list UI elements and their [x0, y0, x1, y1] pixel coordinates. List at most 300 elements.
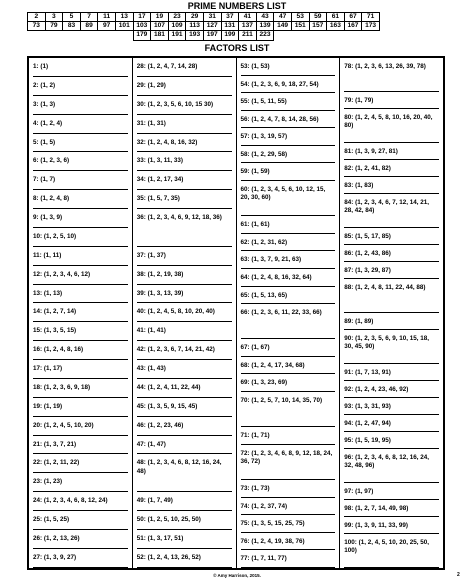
factor-entry-text: 34: (1, 2, 17, 34) — [136, 176, 184, 184]
writing-line — [33, 378, 128, 379]
writing-line — [33, 510, 128, 511]
factor-entry — [33, 512, 128, 531]
factor-entry-text: 58: (1, 2, 29, 58) — [240, 150, 288, 158]
factor-entry-text: 98: (1, 2, 7, 14, 49, 98) — [344, 505, 409, 512]
writing-line — [241, 110, 336, 111]
writing-line — [137, 321, 232, 322]
factor-entry — [241, 59, 336, 77]
factor-entry — [241, 164, 336, 182]
writing-line — [33, 151, 128, 152]
factor-entry — [241, 217, 336, 235]
factor-entry — [344, 161, 439, 178]
prime-cell: 3 — [45, 13, 63, 22]
factor-entry — [33, 248, 128, 267]
factor-entry — [137, 399, 232, 418]
factor-entry — [241, 375, 336, 393]
factor-entry-text: 29: (1, 29) — [136, 81, 166, 89]
writing-line — [137, 567, 232, 568]
factor-entry — [241, 534, 336, 552]
factor-entry — [241, 288, 336, 306]
writing-line — [137, 246, 232, 247]
factor-entry-text: 67: (1, 67) — [240, 344, 270, 352]
writing-line — [344, 312, 439, 313]
factor-entry-text: 96: (1, 2, 3, 4, 6, 8, 12, 16, 24, 32, 48, 96) — [344, 454, 429, 470]
factor-entry-text: 78: (1, 2, 3, 6, 13, 26, 39, 78) — [344, 63, 426, 70]
factor-entry-text: 56: (1, 2, 4, 7, 8, 14, 28, 56) — [240, 115, 319, 123]
factor-entry-text: 5: (1, 5) — [33, 138, 56, 146]
prime-cell: 53 — [291, 13, 309, 22]
writing-line — [33, 208, 128, 209]
writing-line — [137, 76, 232, 77]
factor-entry-text: 40: (1, 2, 4, 5, 8, 10, 20, 40) — [136, 308, 215, 316]
writing-line — [33, 491, 128, 492]
writing-line — [344, 431, 439, 432]
prime-cell — [28, 31, 46, 40]
factor-entry — [344, 331, 439, 365]
prime-cell — [344, 31, 362, 40]
factor-entry — [137, 267, 232, 286]
factor-entry — [241, 481, 336, 499]
factor-entry-text: 23: (1, 23) — [33, 478, 63, 486]
factor-entry — [137, 455, 232, 493]
writing-line — [241, 303, 336, 304]
prime-cell: 109 — [168, 22, 186, 31]
factors-list-box — [27, 56, 445, 570]
factor-entry-text: 41: (1, 41) — [136, 327, 166, 335]
writing-line — [241, 391, 336, 392]
writing-line — [33, 76, 128, 77]
factor-entry-text: 75: (1, 3, 5, 15, 25, 75) — [240, 520, 305, 528]
factor-entry — [344, 365, 439, 382]
factor-entry — [137, 191, 232, 210]
writing-line — [33, 548, 128, 549]
prime-cell: 97 — [98, 22, 116, 31]
factor-entry-text: 46: (1, 2, 23, 46) — [136, 421, 184, 429]
writing-line — [241, 567, 336, 568]
writing-line — [344, 193, 439, 194]
factor-entry-text: 51: (1, 3, 17, 51) — [136, 534, 184, 542]
prime-cell: 29 — [186, 13, 204, 22]
factor-entry — [241, 112, 336, 130]
writing-line — [137, 265, 232, 266]
writing-line — [344, 567, 439, 568]
factor-entry — [137, 437, 232, 456]
factor-entry-text: 27: (1, 3, 9, 27) — [33, 553, 77, 561]
factor-entry — [33, 116, 128, 135]
factor-entry — [344, 382, 439, 399]
factor-entry — [33, 304, 128, 323]
factor-entry — [137, 550, 232, 569]
writing-line — [33, 133, 128, 134]
factor-entry-text: 57: (1, 3, 19, 57) — [240, 133, 288, 141]
factor-entry-text: 31: (1, 31) — [136, 119, 166, 127]
prime-cell — [115, 31, 133, 40]
factor-entry-text: 89: (1, 89) — [344, 318, 374, 325]
factor-entry — [137, 304, 232, 323]
factor-entry — [137, 153, 232, 172]
writing-line — [344, 363, 439, 364]
factor-entry — [344, 518, 439, 535]
prime-cell: 107 — [151, 22, 169, 31]
factor-entry — [137, 210, 232, 248]
factor-entry-text: 62: (1, 2, 31, 62) — [240, 238, 288, 246]
factors-column — [132, 58, 236, 568]
factor-entry-text: 4: (1, 2, 4) — [33, 119, 63, 127]
writing-line — [241, 233, 336, 234]
prime-cell: 181 — [151, 31, 169, 40]
factor-entry — [33, 59, 128, 78]
writing-line — [344, 397, 439, 398]
writing-line — [241, 127, 336, 128]
factor-entry-text: 92: (1, 2, 4, 23, 46, 92) — [344, 386, 409, 393]
writing-line — [33, 114, 128, 115]
factor-entry-text: 91: (1, 7, 13, 91) — [344, 369, 391, 376]
writing-line — [344, 227, 439, 228]
factor-entry-text: 8: (1, 2, 4, 8) — [33, 195, 70, 203]
factor-entry-text: 63: (1, 3, 7, 9, 21, 63) — [240, 256, 302, 264]
prime-cell — [274, 31, 292, 40]
writing-line — [344, 278, 439, 279]
factor-entry-text: 3: (1, 3) — [33, 100, 56, 108]
factor-entry-text: 88: (1, 2, 4, 8, 11, 22, 44, 88) — [344, 284, 426, 291]
writing-line — [241, 532, 336, 533]
factor-entry-text: 54: (1, 2, 3, 6, 9, 18, 27, 54) — [240, 80, 319, 88]
writing-line — [344, 176, 439, 177]
factor-entry — [137, 493, 232, 512]
writing-line — [137, 189, 232, 190]
prime-row — [28, 31, 380, 40]
writing-line — [137, 397, 232, 398]
factor-entry — [344, 93, 439, 110]
factor-entry-text: 11: (1, 11) — [33, 251, 62, 259]
factor-entry-text: 100: (1, 2, 4, 5, 10, 20, 25, 50, 100) — [344, 539, 429, 555]
factor-entry-text: 14: (1, 2, 7, 14) — [33, 308, 77, 316]
writing-line — [344, 142, 439, 143]
factor-entry — [241, 94, 336, 112]
factor-entry-text: 25: (1, 5, 25) — [33, 516, 70, 523]
factor-entry — [344, 314, 439, 331]
prime-cell — [45, 31, 63, 40]
factor-entry — [344, 59, 439, 93]
factor-entry-text: 1: (1) — [33, 63, 49, 70]
factor-entry-text: 90: (1, 2, 3, 5, 6, 9, 10, 15, 18, 30, 45, 90) — [344, 335, 429, 351]
writing-line — [344, 380, 439, 381]
factor-entry — [137, 323, 232, 342]
factor-entry — [33, 493, 128, 512]
factor-entry — [241, 129, 336, 147]
factor-entry — [241, 446, 336, 481]
factor-entry-text: 44: (1, 2, 4, 11, 22, 44) — [136, 383, 201, 391]
factor-entry — [137, 59, 232, 78]
factor-entry — [241, 305, 336, 340]
factors-list-title: FACTORS LIST — [204, 43, 270, 53]
prime-cell: 197 — [203, 31, 221, 40]
writing-line — [137, 302, 232, 303]
factor-entry — [241, 393, 336, 428]
factor-entry — [33, 437, 128, 456]
factor-entry-text: 36: (1, 2, 3, 4, 6, 9, 12, 18, 36) — [136, 214, 222, 221]
factor-entry-text: 53: (1, 53) — [240, 63, 270, 70]
factor-entry — [344, 178, 439, 195]
writing-line — [137, 416, 232, 417]
writing-line — [344, 516, 439, 517]
factor-entry — [33, 97, 128, 116]
prime-cell: 151 — [291, 22, 309, 31]
writing-line — [344, 108, 439, 109]
writing-line — [33, 95, 128, 96]
prime-cell: 137 — [239, 22, 257, 31]
writing-line — [33, 189, 128, 190]
factor-entry-text: 87: (1, 3, 29, 87) — [344, 267, 391, 274]
prime-cell: 61 — [327, 13, 345, 22]
factor-entry-text: 22: (1, 2, 11, 22) — [33, 459, 80, 467]
factor-entry-text: 24: (1, 2, 3, 4, 6, 8, 12, 24) — [33, 497, 108, 505]
factor-entry-text: 16: (1, 2, 4, 8, 16) — [33, 346, 84, 354]
prime-cell: 113 — [186, 22, 204, 31]
factor-entry — [241, 252, 336, 270]
prime-cell: 17 — [133, 13, 151, 22]
writing-line — [137, 491, 232, 492]
writing-line — [137, 208, 232, 209]
factor-entry — [344, 144, 439, 161]
factor-entry-text: 66: (1, 2, 3, 6, 11, 22, 33, 66) — [240, 309, 322, 317]
prime-cell: 31 — [203, 13, 221, 22]
factor-entry-text: 30: (1, 2, 3, 5, 6, 10, 15 30) — [136, 100, 214, 108]
writing-line — [241, 180, 336, 181]
factor-entry — [137, 512, 232, 531]
factor-entry-text: 69: (1, 3, 23, 69) — [240, 379, 288, 387]
factor-entry — [137, 380, 232, 399]
factor-entry — [344, 535, 439, 569]
writing-line — [137, 340, 232, 341]
prime-cell: 47 — [274, 13, 292, 22]
factor-entry — [137, 97, 232, 116]
factor-entry-text: 48: (1, 2, 3, 4, 6, 8, 12, 16, 24, 48) — [136, 459, 222, 475]
factor-entry-text: 20: (1, 2, 4, 5, 10, 20) — [33, 421, 94, 429]
factor-entry-text: 10: (1, 2, 5, 10) — [33, 232, 77, 240]
writing-line — [33, 284, 128, 285]
factor-entry-text: 61: (1, 61) — [240, 221, 270, 229]
writing-line — [33, 265, 128, 266]
factor-entry-text: 17: (1, 17) — [33, 365, 63, 372]
writing-line — [33, 227, 128, 228]
prime-cell — [291, 31, 309, 40]
factor-entry-text: 76: (1, 2, 4, 19, 38, 76) — [240, 537, 305, 545]
factor-entry — [241, 340, 336, 358]
factor-entry-text: 86: (1, 2, 43, 86) — [344, 250, 391, 257]
writing-line — [241, 250, 336, 251]
factor-entry-text: 81: (1, 3, 9, 27, 81) — [344, 148, 398, 155]
factor-entry-text: 93: (1, 3, 31, 93) — [344, 403, 391, 410]
factor-entry-text: 68: (1, 2, 4, 17, 34, 68) — [240, 361, 305, 369]
prime-cell: 59 — [309, 13, 327, 22]
prime-cell: 101 — [115, 22, 133, 31]
factor-entry — [137, 248, 232, 267]
factor-entry — [344, 229, 439, 246]
factor-entry-text: 97: (1, 97) — [344, 488, 374, 495]
factor-entry — [137, 116, 232, 135]
prime-cell: 127 — [203, 22, 221, 31]
prime-cell: 157 — [309, 22, 327, 31]
writing-line — [241, 162, 336, 163]
writing-line — [33, 453, 128, 454]
writing-line — [33, 302, 128, 303]
writing-line — [33, 170, 128, 171]
prime-cell: 2 — [28, 13, 46, 22]
writing-line — [344, 159, 439, 160]
prime-cell: 89 — [80, 22, 98, 31]
factor-entry-text: 15: (1, 3, 5, 15) — [33, 327, 77, 335]
factor-entry-text: 37: (1, 37) — [136, 251, 166, 259]
factor-entry — [137, 361, 232, 380]
prime-cell: 149 — [274, 22, 292, 31]
writing-line — [344, 414, 439, 415]
writing-line — [137, 133, 232, 134]
page-number: 2 — [457, 572, 460, 578]
prime-cell — [309, 31, 327, 40]
factor-entry — [241, 358, 336, 376]
prime-cell: 163 — [327, 22, 345, 31]
factor-entry — [33, 399, 128, 418]
writing-line — [33, 340, 128, 341]
prime-numbers-title: PRIME NUMBERS LIST — [187, 1, 287, 11]
writing-line — [241, 286, 336, 287]
prime-cell: 41 — [239, 13, 257, 22]
factor-entry-text: 6: (1, 2, 3, 6) — [33, 157, 70, 165]
factor-entry — [33, 380, 128, 399]
prime-cell: 73 — [28, 22, 46, 31]
prime-cell: 7 — [80, 13, 98, 22]
factor-entry — [33, 531, 128, 550]
factor-entry — [33, 286, 128, 305]
factor-entry — [241, 77, 336, 95]
factor-entry-text: 2: (1, 2) — [33, 81, 56, 89]
prime-cell: 67 — [344, 13, 362, 22]
writing-line — [33, 321, 128, 322]
prime-cell: 43 — [256, 13, 274, 22]
prime-cell — [63, 31, 81, 40]
writing-line — [33, 567, 128, 568]
factor-entry-text: 13: (1, 13) — [33, 289, 63, 297]
factor-entry — [344, 433, 439, 450]
factor-entry — [137, 342, 232, 361]
factor-entry — [33, 267, 128, 286]
factor-entry-text: 70: (1, 2, 5, 7, 10, 14, 35, 70) — [240, 397, 323, 405]
factor-entry — [241, 270, 336, 288]
factor-entry-text: 42: (1, 2, 3, 6, 7, 14, 21, 42) — [136, 346, 215, 354]
factor-entry — [33, 78, 128, 97]
factor-entry — [241, 499, 336, 517]
writing-line — [241, 145, 336, 146]
writing-line — [137, 170, 232, 171]
prime-cell — [362, 31, 380, 40]
writing-line — [241, 514, 336, 515]
factor-entry — [344, 501, 439, 518]
factor-entry — [33, 418, 128, 437]
writing-line — [241, 444, 336, 445]
prime-cell: 11 — [98, 13, 116, 22]
factor-entry-text: 49: (1, 7, 49) — [136, 497, 173, 505]
factor-entry — [33, 153, 128, 172]
factor-entry — [137, 418, 232, 437]
writing-line — [137, 453, 232, 454]
factor-entry-text: 7: (1, 7) — [33, 176, 56, 184]
writing-line — [344, 329, 439, 330]
prime-cell: 193 — [186, 31, 204, 40]
writing-line — [137, 114, 232, 115]
factor-entry — [137, 286, 232, 305]
factor-entry-text: 55: (1, 5, 11, 55) — [240, 98, 287, 106]
writing-line — [241, 497, 336, 498]
writing-line — [137, 378, 232, 379]
writing-line — [241, 338, 336, 339]
writing-line — [137, 284, 232, 285]
factor-entry — [344, 416, 439, 433]
writing-line — [344, 244, 439, 245]
prime-cell: 199 — [221, 31, 239, 40]
factor-entry-text: 77: (1, 7, 11, 77) — [240, 555, 287, 563]
writing-line — [241, 549, 336, 550]
writing-line — [33, 359, 128, 360]
writing-line — [33, 246, 128, 247]
factor-entry-text: 82: (1, 2, 41, 82) — [344, 165, 391, 172]
factor-entry-text: 38: (1, 2, 19, 38) — [136, 270, 184, 278]
writing-line — [33, 416, 128, 417]
prime-numbers-table — [27, 12, 380, 41]
prime-cell: 131 — [221, 22, 239, 31]
factor-entry — [33, 474, 128, 493]
factor-entry — [33, 323, 128, 342]
prime-cell: 211 — [239, 31, 257, 40]
writing-line — [33, 472, 128, 473]
factor-entry-text: 85: (1, 5, 17, 85) — [344, 233, 391, 240]
writing-line — [137, 529, 232, 530]
factor-entry — [344, 246, 439, 263]
factors-column — [339, 58, 443, 568]
factor-entry-text: 19: (1, 19) — [33, 402, 63, 410]
factor-entry-text: 12: (1, 2, 3, 4, 6, 12) — [33, 270, 91, 278]
writing-line — [137, 359, 232, 360]
factor-entry — [33, 172, 128, 191]
writing-line — [241, 92, 336, 93]
factors-column — [29, 58, 132, 568]
writing-line — [241, 426, 336, 427]
factor-entry — [241, 428, 336, 446]
prime-cell: 23 — [168, 13, 186, 22]
factor-entry-text: 94: (1, 2, 47, 94) — [344, 420, 391, 427]
factor-entry-text: 84: (1, 2, 3, 4, 6, 7, 12, 14, 21, 28, 42, 84) — [344, 199, 429, 215]
prime-cell: 139 — [256, 22, 274, 31]
factor-entry — [137, 172, 232, 191]
factor-entry — [344, 399, 439, 416]
factor-entry-text: 50: (1, 2, 5, 10, 25, 50) — [136, 516, 201, 524]
factor-entry — [344, 195, 439, 229]
prime-cell — [80, 31, 98, 40]
writing-line — [33, 397, 128, 398]
writing-line — [33, 529, 128, 530]
writing-line — [344, 533, 439, 534]
factor-entry-text: 59: (1, 59) — [240, 168, 270, 176]
factor-entry-text: 99: (1, 3, 9, 11, 33, 99) — [344, 522, 408, 529]
factor-entry-text: 26: (1, 2, 13, 26) — [33, 534, 80, 542]
prime-cell — [327, 31, 345, 40]
prime-cell: 103 — [133, 22, 151, 31]
writing-line — [137, 95, 232, 96]
prime-cell: 173 — [362, 22, 380, 31]
prime-row — [28, 13, 380, 22]
factor-entry-text: 18: (1, 2, 3, 6, 9, 18) — [33, 383, 91, 391]
factor-entry-text: 71: (1, 71) — [240, 432, 270, 440]
